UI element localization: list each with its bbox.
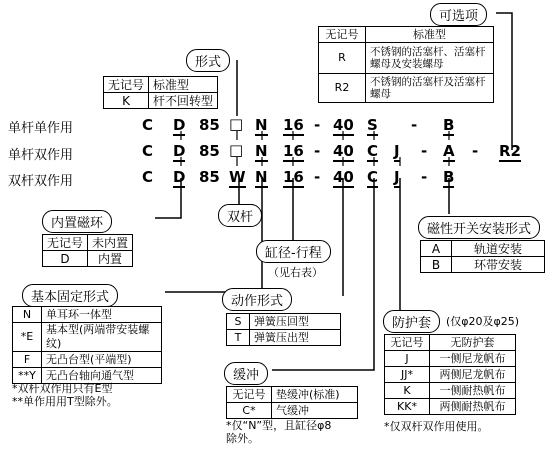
table-cell: 内置 xyxy=(88,251,133,267)
table-cell: 无记号 xyxy=(104,77,149,93)
code-40: 40 xyxy=(333,116,354,134)
table-cell: 无凸台轴向通气型 xyxy=(42,368,162,384)
table-cell: A xyxy=(421,241,452,257)
table-row xyxy=(227,330,341,346)
code-n: N xyxy=(255,116,268,134)
switch-mount-title: 磁性开关安装形式 xyxy=(418,216,540,239)
table-cell: 环带安装 xyxy=(452,257,545,273)
code-w: W xyxy=(229,168,246,186)
table-cell: T xyxy=(227,330,250,346)
table-cell: F xyxy=(13,352,42,368)
table-row xyxy=(421,257,545,273)
table-cell: 无记号 xyxy=(227,387,272,403)
table-cell: 气缓冲 xyxy=(272,403,358,419)
code-c-cushion: C xyxy=(367,142,379,160)
boot-note: *仅双杆双作用使用。 xyxy=(384,420,489,433)
code-d: D xyxy=(173,142,186,160)
code-j: J xyxy=(394,142,400,160)
boot-title: 防护套 xyxy=(383,310,440,333)
form-title: 形式 xyxy=(186,49,230,72)
table-cell: KK* xyxy=(385,399,430,415)
table-row xyxy=(227,314,341,330)
table-row xyxy=(104,93,218,109)
table-row xyxy=(385,335,516,351)
table-cell: B xyxy=(421,257,452,273)
table-cell: N xyxy=(13,307,42,323)
bore-stroke-note: （见右表） xyxy=(268,266,323,279)
cushion-table xyxy=(226,386,358,419)
switch-mount-table xyxy=(420,240,545,273)
code-a: A xyxy=(443,142,455,160)
code-dash: - xyxy=(411,116,418,134)
basic-mount-title: 基本固定形式 xyxy=(22,284,118,307)
code-dash: - xyxy=(421,142,428,160)
table-cell: R2 xyxy=(319,74,366,103)
cushion-note: *仅“N”型，且缸径φ8 xyxy=(226,419,332,432)
table-cell: 基本型(两端带安装螺纹) xyxy=(42,323,162,352)
table-cell: C* xyxy=(227,403,272,419)
code-n: N xyxy=(255,168,268,186)
table-cell: 标准型 xyxy=(149,77,218,93)
code-40: 40 xyxy=(333,142,354,160)
bore-stroke-title: 缸径-行程 xyxy=(256,240,331,263)
code-dash: - xyxy=(314,142,321,160)
row-label-double-double: 双杆双作用 xyxy=(8,174,74,189)
table-cell: D xyxy=(43,251,88,267)
magnet-table xyxy=(42,234,133,267)
table-cell: 轨道安装 xyxy=(452,241,545,257)
table-row xyxy=(227,387,358,403)
table-cell: K xyxy=(104,93,149,109)
code-16: 16 xyxy=(283,168,304,186)
code-dash: - xyxy=(472,142,479,160)
table-cell: *E xyxy=(13,323,42,352)
code-form-blank: □ xyxy=(229,141,244,159)
magnet-title: 内置磁环 xyxy=(42,210,112,233)
code-40: 40 xyxy=(333,168,354,186)
table-row xyxy=(319,43,494,74)
row-label-single-single: 单杆单作用 xyxy=(8,121,74,136)
table-cell: K xyxy=(385,383,430,399)
action-title: 动作形式 xyxy=(222,288,292,311)
table-cell: 杆不回转型 xyxy=(149,93,218,109)
table-cell: 不锈钢的活塞杆、活塞杆螺母及安装螺母 xyxy=(366,43,494,74)
table-cell: S xyxy=(227,314,250,330)
cushion-note: 除外。 xyxy=(226,432,259,445)
optional-table xyxy=(318,26,494,103)
double-rod-title: 双杆 xyxy=(218,204,262,227)
table-row xyxy=(385,383,516,399)
table-cell: 无记号 xyxy=(43,235,88,251)
action-table xyxy=(226,313,341,346)
code-d: D xyxy=(173,168,186,186)
table-cell: JJ* xyxy=(385,367,430,383)
table-row xyxy=(43,251,133,267)
code-j: J xyxy=(394,168,400,186)
table-row xyxy=(319,74,494,103)
table-cell: R xyxy=(319,43,366,74)
code-85: 85 xyxy=(199,116,220,134)
boot-table xyxy=(384,334,516,415)
code-16: 16 xyxy=(283,142,304,160)
code-c: C xyxy=(142,116,154,134)
table-row xyxy=(385,399,516,415)
table-row xyxy=(421,241,545,257)
boot-title-note: (仅φ20及φ25) xyxy=(446,315,520,328)
table-cell: 垫缓冲(标准) xyxy=(272,387,358,403)
table-cell: 一侧耐热帆布 xyxy=(430,383,516,399)
table-row xyxy=(104,77,218,93)
table-cell: 无记号 xyxy=(319,27,366,43)
row-label-single-double: 单杆双作用 xyxy=(8,148,74,163)
code-c: C xyxy=(142,142,154,160)
basic-mount-note: *双杆双作用只有E型 xyxy=(12,382,113,395)
code-85: 85 xyxy=(199,142,220,160)
table-row xyxy=(385,367,516,383)
code-b: B xyxy=(443,116,455,134)
table-row xyxy=(319,27,494,43)
code-d: D xyxy=(173,116,186,134)
table-row xyxy=(13,307,162,323)
table-cell: **Y xyxy=(13,368,42,384)
cushion-title: 缓冲 xyxy=(224,362,268,385)
code-b: B xyxy=(443,168,455,186)
basic-mount-note: **单作用用T型除外。 xyxy=(12,395,118,408)
code-dash: - xyxy=(314,116,321,134)
code-r2: R2 xyxy=(499,142,521,160)
code-c-cushion: C xyxy=(367,168,379,186)
table-row xyxy=(13,352,162,368)
code-dash: - xyxy=(314,168,321,186)
table-cell: 无记号 xyxy=(385,335,430,351)
form-table xyxy=(103,76,218,109)
table-cell: 无防护套 xyxy=(430,335,516,351)
table-cell: 两侧尼龙帆布 xyxy=(430,367,516,383)
table-cell: 未内置 xyxy=(88,235,133,251)
table-cell: J xyxy=(385,351,430,367)
table-row xyxy=(13,323,162,352)
table-row xyxy=(43,235,133,251)
code-c: C xyxy=(142,168,154,186)
code-16: 16 xyxy=(283,116,304,134)
table-cell: 一侧尼龙帆布 xyxy=(430,351,516,367)
code-dash: - xyxy=(421,168,428,186)
table-cell: 无凸台型(平端型) xyxy=(42,352,162,368)
table-cell: 弹簧压回型 xyxy=(250,314,341,330)
code-85: 85 xyxy=(199,168,220,186)
code-form-blank: □ xyxy=(229,115,244,133)
table-cell: 弹簧压出型 xyxy=(250,330,341,346)
table-cell: 两侧耐热帆布 xyxy=(430,399,516,415)
table-cell: 不锈钢的活塞杆及活塞杆螺母 xyxy=(366,74,494,103)
table-row xyxy=(227,403,358,419)
optional-title: 可选项 xyxy=(430,3,487,26)
table-cell: 标准型 xyxy=(366,27,494,43)
table-cell: 单耳环一体型 xyxy=(42,307,162,323)
basic-mount-table xyxy=(12,306,162,384)
code-s: S xyxy=(367,116,378,134)
table-row xyxy=(385,351,516,367)
code-n: N xyxy=(255,142,268,160)
